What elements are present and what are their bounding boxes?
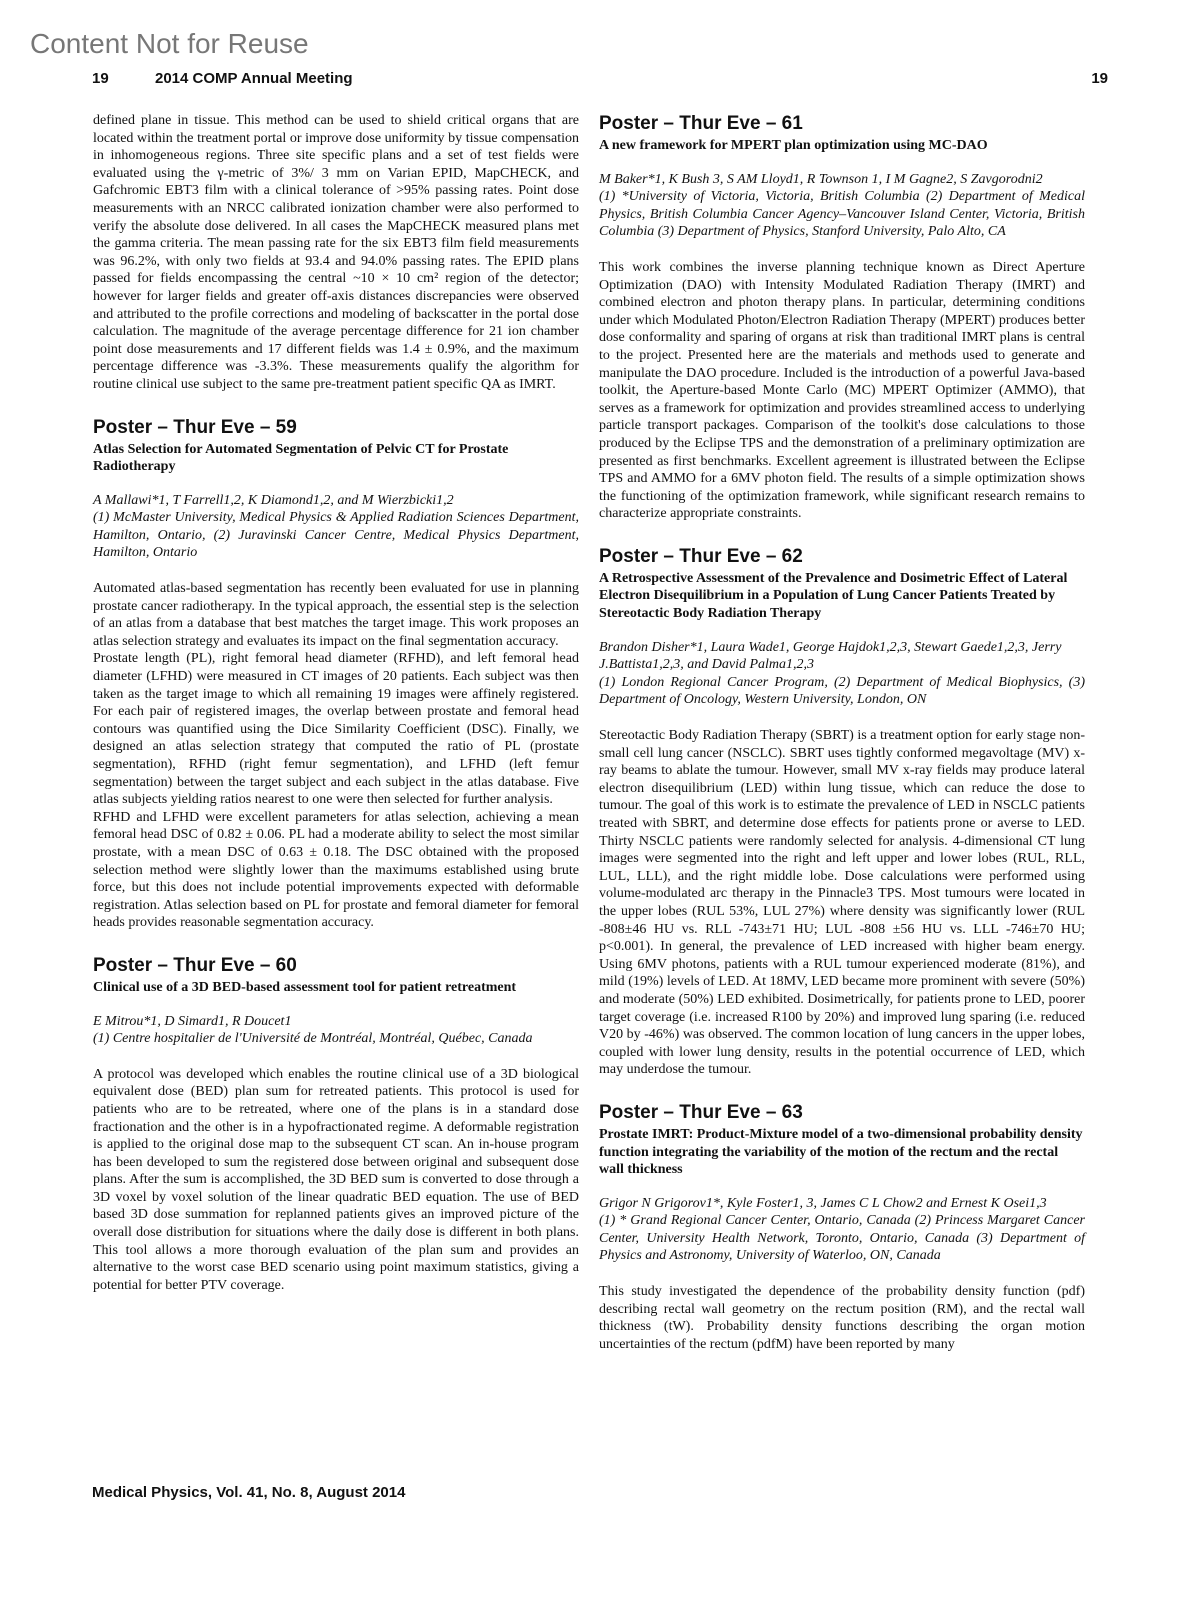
poster-abstract: A protocol was developed which enables the routine clinical use of a 3D biological equivalent dose (BED) plan sum for retreated patients. This protocol is used for patients who are to be retreated, where one of the plans is in a standard dose fractionation and the other is in a hypofractionated regime. A deformable registration is applied to the original dose map to the subsequent CT scan. An in-house program has been developed to sum the registered dose between original and subsequent dose plans. After the sum is accomplished, the 3D BED sum is converted to dose through a 3D voxel by voxel solution of the linear quadratic BED equation. The use of BED based 3D dose summation for replanned patients gives an improved picture of the overall dose distribution for situations where the daily dose is different in both plans. This tool allows a more thorough evaluation of the plan sum and provides an alternative to the worst case BED scenario using point maximum statistics, giving a potential for better PTV coverage. xyxy=(93,1066,579,1293)
poster-id: Poster – Thur Eve – 60 xyxy=(93,954,297,976)
abstract-paragraph: Automated atlas-based segmentation has recently been evaluated for use in planning prostate cancer radiotherapy. In the typical approach, the essential step is the selection of an atlas from a database that best matches the target image. This work proposes an atlas selection strategy and evaluates its impact on the final segmentation accuracy. xyxy=(93,581,579,649)
poster-59 xyxy=(93,416,579,932)
poster-id: Poster – Thur Eve – 63 xyxy=(599,1101,803,1123)
poster-abstract: This study investigated the dependence of the probability density function (pdf) describing rectal wall geometry on the rectum position (RM), and the rectal wall thickness (tW). Probability density functions describing the organ motion uncertainties of the rectum (pdfM) have been reported by many xyxy=(599,1284,1085,1352)
poster-61 xyxy=(599,112,1085,523)
page-number-left: 19 xyxy=(92,70,109,87)
poster-title: Clinical use of a 3D BED-based assessment tool for patient retreatment xyxy=(93,979,517,995)
poster-id: Poster – Thur Eve – 61 xyxy=(599,113,803,134)
watermark: Content Not for Reuse xyxy=(30,28,309,59)
poster-affiliation: (1) McMaster University, Medical Physics & Applied Radiation Sciences Department, Hamilton, Ontario, (2) Juravinski Cancer Centre, Medical Physics Department, Hamilton, Ontario xyxy=(93,510,579,561)
poster-affiliation: (1) London Regional Cancer Program, (2) Department of Medical Biophysics, (3) Department of Oncology, Western University, London, ON xyxy=(599,674,1085,708)
poster-title: Atlas Selection for Automated Segmentation of Pelvic CT for Prostate Radiotherapy xyxy=(93,441,509,475)
abstract-paragraph: RFHD and LFHD were excellent parameters for atlas selection, achieving a mean femoral head DSC of 0.82 ± 0.06. PL had a moderate ability to select the most similar prostate, with a mean DSC of 0.63 ± 0.18. The DSC obtained with the proposed selection method were slightly lower than the maximums established using brute force, but this does not include potential improvements expected with deformable registration. Atlas selection based on PL for prostate and femoral diameter for femoral heads provides reasonable segmentation accuracy. xyxy=(93,809,579,931)
abstract-paragraph: Prostate length (PL), right femoral head diameter (RFHD), and left femoral head diameter (LFHD) were measured in CT images of 20 patients. Each subject was then taken as the target image to which all remaining 19 images were affinely registered. For each pair of registered images, the overlap between prostate and femoral head contours was quantified using the Dice Similarity Coefficient (DSC). Finally, we designed an atlas selection strategy that computed the ratio of PL (prostate segmentation), RFHD (right femur segmentation), and LFHD (left femur segmentation) between the target subject and each subject in the atlas database. Five atlas subjects yielding ratios nearest to one were then selected for further analysis. xyxy=(93,651,579,808)
poster-abstract xyxy=(93,580,579,932)
poster-abstract: This work combines the inverse planning technique known as Direct Aperture Optimization (DAO) with Intensity Modulated Radiation Therapy (IMRT) and combined electron and photon therapy plans. In particular, determining conditions under which Modulated Photon/Electron Radiation Therapy (MPERT) produces better dose conformality and sparing of organs at risk than traditional IMRT plans is central to the project. Presented here are the materials and methods used to generate and manipulate the DAO procedure. Included is the introduction of a powerful Java-based toolkit, the Aperture-based Monte Carlo (MC) MPERT Optimizer (AMMO), that serves as a framework for optimization and provides streamlined access to underlying particle transport packages. Comparison of the toolkit's dose calculations to those produced by the Eclipse TPS and the demonstration of a preliminary optimization are presented as first benchmarks. Excellent agreement is illustrated between the Eclipse TPS and AMMO for a 6MV photon field. The results of a simple optimization shows the functioning of the optimization framework, while significant research remains to characterize appropriate constraints. xyxy=(599,259,1085,522)
poster-62 xyxy=(599,545,1085,1079)
poster-affiliation: (1) * Grand Regional Cancer Center, Ontario, Canada (2) Princess Margaret Cancer Center, University Health Network, Toronto, Ontario, Canada (3) Department of Physics and Astronomy, University of Waterloo, ON, Canada xyxy=(599,1213,1085,1264)
journal-footer: Medical Physics, Vol. 41, No. 8, August 2014 xyxy=(92,1484,406,1501)
continued-abstract-text: defined plane in tissue. This method can be used to shield critical organs that are located within the treatment portal or improve dose uniformity by tissue compensation in inhomogeneous regions. Three site specific plans and a set of test fields were evaluated using the γ-metric of 3%/ 3 mm on Varian EPID, MapCHECK, and Gafchromic EBT3 film with a clinical tolerance of >95% passing rates. Point dose measurements with an NRCC calibrated ionization chamber were also performed to verify the absolute dose delivered. In all cases the MapCHECK measured plans met the gamma criteria. The mean passing rate for the six EBT3 film field measurements was 96.2%, with only two fields at 93.4 and 94.0% passing rates. The EPID plans passed for fields encompassing the central ~10 × 10 cm² region of the detector; however for larger fields and greater off-axis distances discrepancies were observed and attributed to the profile corrections and modeling of backscatter in the portal dose calculation. The magnitude of the average percentage difference for 21 ion chamber point dose measurements and 17 different fields was 1.4 ± 0.9%, and the maximum percentage difference was -3.3%. These measurements qualify the algorithm for routine clinical use subject to the same pre-treatment patient specific QA as IMRT. xyxy=(93,113,579,392)
poster-title: Prostate IMRT: Product-Mixture model of a two-dimensional probability density function integrating the variability of the motion of the rectum and the rectal wall thickness xyxy=(599,1126,1083,1178)
poster-60 xyxy=(93,954,579,1295)
poster-title: A Retrospective Assessment of the Prevalence and Dosimetric Effect of Lateral Electron Disequilibrium in a Population of Lung Cancer Patients Treated by Stereotactic Body Radiation Therapy xyxy=(599,570,1068,622)
poster-affiliation: (1) Centre hospitalier de l'Université de Montréal, Montréal, Québec, Canada xyxy=(93,1031,533,1047)
right-column xyxy=(599,112,1085,1353)
poster-authors: Grigor N Grigorov1*, Kyle Foster1, 3, James C L Chow2 and Ernest K Osei1,3 xyxy=(599,1195,1047,1211)
poster-authors: Brandon Disher*1, Laura Wade1, George Hajdok1,2,3, Stewart Gaede1,2,3, Jerry J.Battista1,2,3, and David Palma1,2,3 xyxy=(599,639,1062,673)
poster-id: Poster – Thur Eve – 62 xyxy=(599,545,803,567)
running-header-title: 2014 COMP Annual Meeting xyxy=(155,70,353,87)
poster-authors: E Mitrou*1, D Simard1, R Doucet1 xyxy=(93,1013,292,1029)
poster-abstract: Stereotactic Body Radiation Therapy (SBRT) is a treatment option for early stage non-small cell lung cancer (NSCLC). SBRT uses tightly conformed megavoltage (MV) x-ray beams to ablate the tumour. However, small MV x-ray fields may produce lateral electron disequilibrium (LED) within lung tissue, which can reduce the dose to tumour. The goal of this work is to estimate the prevalence of LED in NSCLC patients treated with SBRT, and determine dose effects for patients prone or averse to LED. Thirty NSCLC patients were randomly selected for analysis. 4-dimensional CT lung images were segmented into the right and left upper and lower lobes (RUL, RLL, LUL, LLL), and the right middle lobe. Dose calculations were performed using volume-modulated arc therapy in the Pinnacle3 TPS. Most tumours were located in the upper lobes (RUL 53%, LUL 27%) where density was significantly lower (RUL -808±46 HU vs. RLL -743±71 HU; LUL -808 ±56 HU vs. LLL -746±70 HU; p<0.001). In general, the prevalence of LED increased with higher beam energy. Using 6MV photons, patients with a RUL tumour experienced moderate (81%), and mild (19%) levels of LED. At 18MV, LED became more prominent with severe (50%) and moderate (50%) LED exhibited. Dosimetrically, for patients prone to LED, poorer target coverage (i.e. increased R100 by 20%) and improved lung sparing (i.e. reduced V20 by -46%) was observed. The common location of lung cancers in the upper lobes, coupled with lower lung density, results in the potential occurrence of LED, which may underdose the tumour. xyxy=(599,728,1085,1078)
poster-id: Poster – Thur Eve – 59 xyxy=(93,416,297,438)
poster-63 xyxy=(599,1101,1085,1354)
poster-authors: A Mallawi*1, T Farrell1,2, K Diamond1,2, and M Wierzbicki1,2 xyxy=(93,492,454,508)
left-column xyxy=(93,112,579,1294)
poster-title: A new framework for MPERT plan optimization using MC-DAO xyxy=(599,138,988,153)
poster-authors: M Baker*1, K Bush 3, S AM Lloyd1, R Townson 1, I M Gagne2, S Zavgorodni2 xyxy=(599,171,1043,187)
poster-affiliation: (1) *University of Victoria, Victoria, British Columbia (2) Department of Medical Physics, British Columbia Cancer Agency–Vancouver Island Center, Victoria, British Columbia (3) Department of Physics, Stanford University, Palo Alto, CA xyxy=(599,189,1085,240)
page-number-right: 19 xyxy=(1091,70,1108,87)
